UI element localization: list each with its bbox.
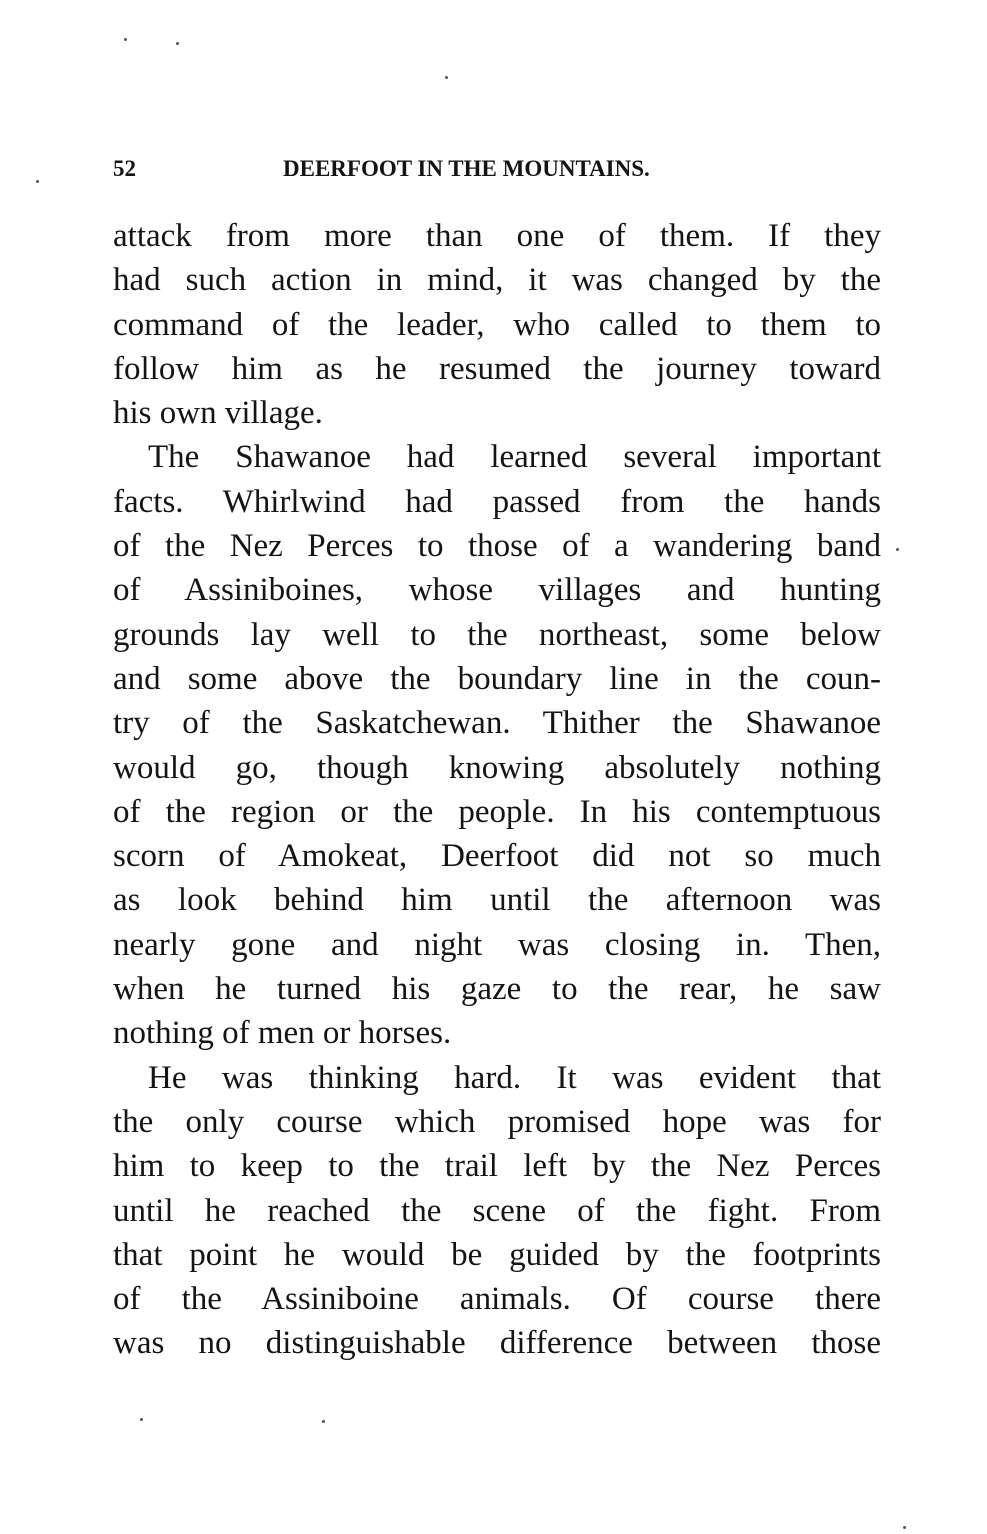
text-line: of the Nez Perces to those of a wandering band bbox=[113, 528, 881, 565]
text-line: would go, though knowing absolutely nothing bbox=[113, 749, 881, 786]
scan-speck bbox=[36, 180, 39, 183]
text-line: facts. Whirlwind had passed from the hands bbox=[113, 483, 881, 520]
text-line: try of the Saskatchewan. Thither the Shawanoe bbox=[113, 705, 881, 742]
text-line: of the Assiniboine animals. Of course there bbox=[113, 1281, 881, 1318]
text-line: follow him as he resumed the journey toward bbox=[113, 350, 881, 387]
text-line: command of the leader, who called to them to bbox=[113, 306, 881, 343]
text-line: was no distinguishable difference between those bbox=[113, 1325, 881, 1362]
scan-speck bbox=[140, 1418, 143, 1421]
text-line: He was thinking hard. It was evident that bbox=[148, 1059, 881, 1096]
text-line: scorn of Amokeat, Deerfoot did not so much bbox=[113, 838, 881, 875]
text-line: nothing of men or horses. bbox=[113, 1015, 452, 1052]
text-line: him to keep to the trail left by the Nez Perces bbox=[113, 1148, 881, 1185]
text-line: nearly gone and night was closing in. Then, bbox=[113, 926, 881, 963]
running-title: DEERFOOT IN THE MOUNTAINS. bbox=[283, 156, 650, 181]
text-line: The Shawanoe had learned several important bbox=[148, 439, 881, 476]
text-line: of Assiniboines, whose villages and hunting bbox=[113, 572, 881, 609]
body-text bbox=[113, 214, 881, 1366]
scan-speck bbox=[322, 1420, 325, 1423]
text-line: attack from more than one of them. If they bbox=[113, 218, 881, 254]
scan-speck bbox=[445, 76, 448, 79]
scan-speck bbox=[176, 42, 179, 45]
text-line: his own village. bbox=[113, 395, 323, 432]
text-line: had such action in mind, it was changed by the bbox=[113, 262, 881, 299]
text-line: when he turned his gaze to the rear, he saw bbox=[113, 971, 881, 1008]
running-head bbox=[113, 156, 763, 186]
text-line: grounds lay well to the northeast, some below bbox=[113, 616, 881, 653]
scan-speck bbox=[124, 38, 127, 41]
scan-speck bbox=[903, 1526, 906, 1529]
text-line: that point he would be guided by the footprints bbox=[113, 1236, 881, 1273]
page-number: 52 bbox=[113, 156, 136, 181]
text-line: and some above the boundary line in the coun- bbox=[113, 660, 881, 697]
text-line: until he reached the scene of the fight. From bbox=[113, 1192, 881, 1229]
scan-speck bbox=[896, 548, 899, 551]
text-line: of the region or the people. In his contemptuous bbox=[113, 793, 881, 830]
text-line: the only course which promised hope was for bbox=[113, 1103, 881, 1140]
text-line: as look behind him until the afternoon was bbox=[113, 882, 881, 919]
